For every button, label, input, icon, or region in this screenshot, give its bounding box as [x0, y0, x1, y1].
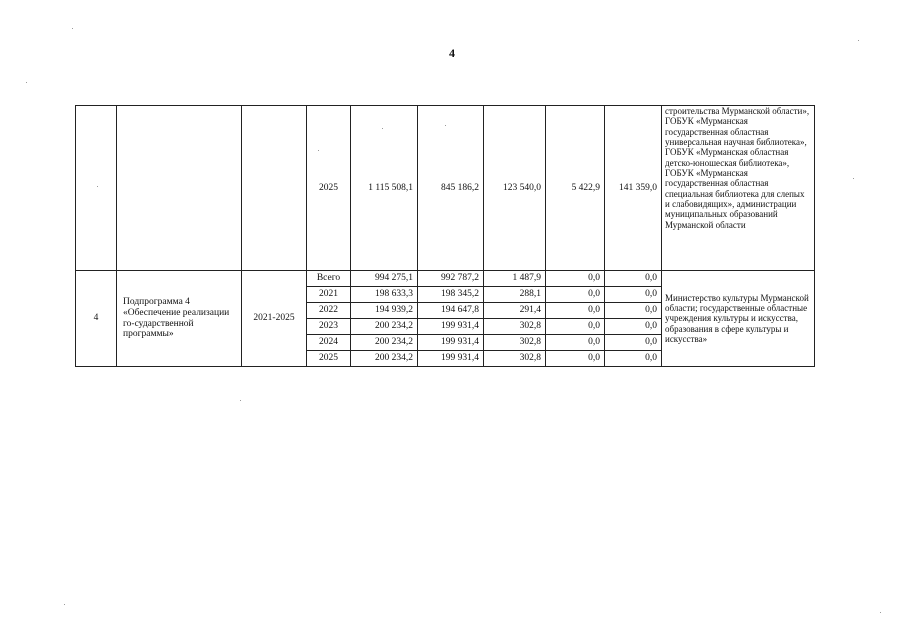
scan-speck	[97, 186, 98, 187]
cell-total: 200 234,2	[351, 351, 418, 367]
cell-local: 0,0	[546, 351, 605, 367]
cell-year: 2022	[307, 303, 351, 319]
table-row	[76, 271, 815, 287]
scan-speck	[445, 125, 446, 126]
scan-speck	[26, 82, 27, 83]
cell-year: 2023	[307, 319, 351, 335]
scan-speck	[72, 28, 73, 29]
scan-speck	[240, 400, 241, 401]
cell-subprogram-name: Подпрограмма 4 «Обеспечение реализации го-сударственной программы»	[117, 271, 242, 367]
cell-regional: 199 931,4	[418, 319, 484, 335]
cell-year: Всего	[307, 271, 351, 287]
cell-total: 994 275,1	[351, 271, 418, 287]
cell-year: 2021	[307, 287, 351, 303]
cell-local: 0,0	[546, 303, 605, 319]
cell-name-empty	[117, 106, 242, 271]
cell-extra: 0,0	[605, 287, 662, 303]
cell-year: 2024	[307, 335, 351, 351]
cell-year: 2025	[307, 351, 351, 367]
cell-regional: 992 787,2	[418, 271, 484, 287]
cell-total: 200 234,2	[351, 335, 418, 351]
cell-period-empty	[242, 106, 307, 271]
cell-extra: 0,0	[605, 319, 662, 335]
cell-executors: строительства Мурманской области», ГОБУК «Мурманская государственная областная универсальная научная библиотека», ГОБУК «Мурманская областная детско-юношеская библиотека», ГОБУК «Мурманская государственная областная специальная библиотека для слепых и слабовидящих», администрации муниципальных образований Мурманской области	[662, 106, 815, 271]
cell-subprogram-executors: Министерство культуры Мурманской области; государственные областные учреждения культуры и искусства, образования в сфере культуры и искусства»	[662, 271, 815, 367]
cell-federal: 291,4	[484, 303, 546, 319]
cell-number-empty	[76, 106, 117, 271]
cell-regional: 198 345,2	[418, 287, 484, 303]
cell-extra: 0,0	[605, 351, 662, 367]
cell-federal: 302,8	[484, 319, 546, 335]
table-row-continued	[76, 106, 815, 271]
budget-table	[75, 105, 815, 367]
cell-federal: 288,1	[484, 287, 546, 303]
cell-extra: 141 359,0	[605, 106, 662, 271]
cell-regional: 199 931,4	[418, 351, 484, 367]
scan-speck	[318, 150, 319, 151]
scan-speck	[853, 178, 854, 179]
cell-total: 1 115 508,1	[351, 106, 418, 271]
cell-regional: 845 186,2	[418, 106, 484, 271]
cell-local: 0,0	[546, 271, 605, 287]
cell-federal: 123 540,0	[484, 106, 546, 271]
cell-year: 2025	[307, 106, 351, 271]
cell-local: 0,0	[546, 287, 605, 303]
cell-federal: 302,8	[484, 351, 546, 367]
scan-speck	[880, 612, 881, 613]
cell-federal: 1 487,9	[484, 271, 546, 287]
cell-local: 5 422,9	[546, 106, 605, 271]
scan-speck	[382, 128, 383, 129]
cell-total: 200 234,2	[351, 319, 418, 335]
cell-subprogram-period: 2021-2025	[242, 271, 307, 367]
cell-extra: 0,0	[605, 271, 662, 287]
scan-speck	[858, 40, 859, 41]
page-number: 4	[449, 46, 455, 60]
cell-subprogram-number: 4	[76, 271, 117, 367]
scan-speck	[64, 604, 65, 605]
cell-regional: 194 647,8	[418, 303, 484, 319]
cell-federal: 302,8	[484, 335, 546, 351]
cell-local: 0,0	[546, 319, 605, 335]
cell-local: 0,0	[546, 335, 605, 351]
cell-total: 194 939,2	[351, 303, 418, 319]
cell-extra: 0,0	[605, 335, 662, 351]
cell-total: 198 633,3	[351, 287, 418, 303]
cell-extra: 0,0	[605, 303, 662, 319]
cell-regional: 199 931,4	[418, 335, 484, 351]
